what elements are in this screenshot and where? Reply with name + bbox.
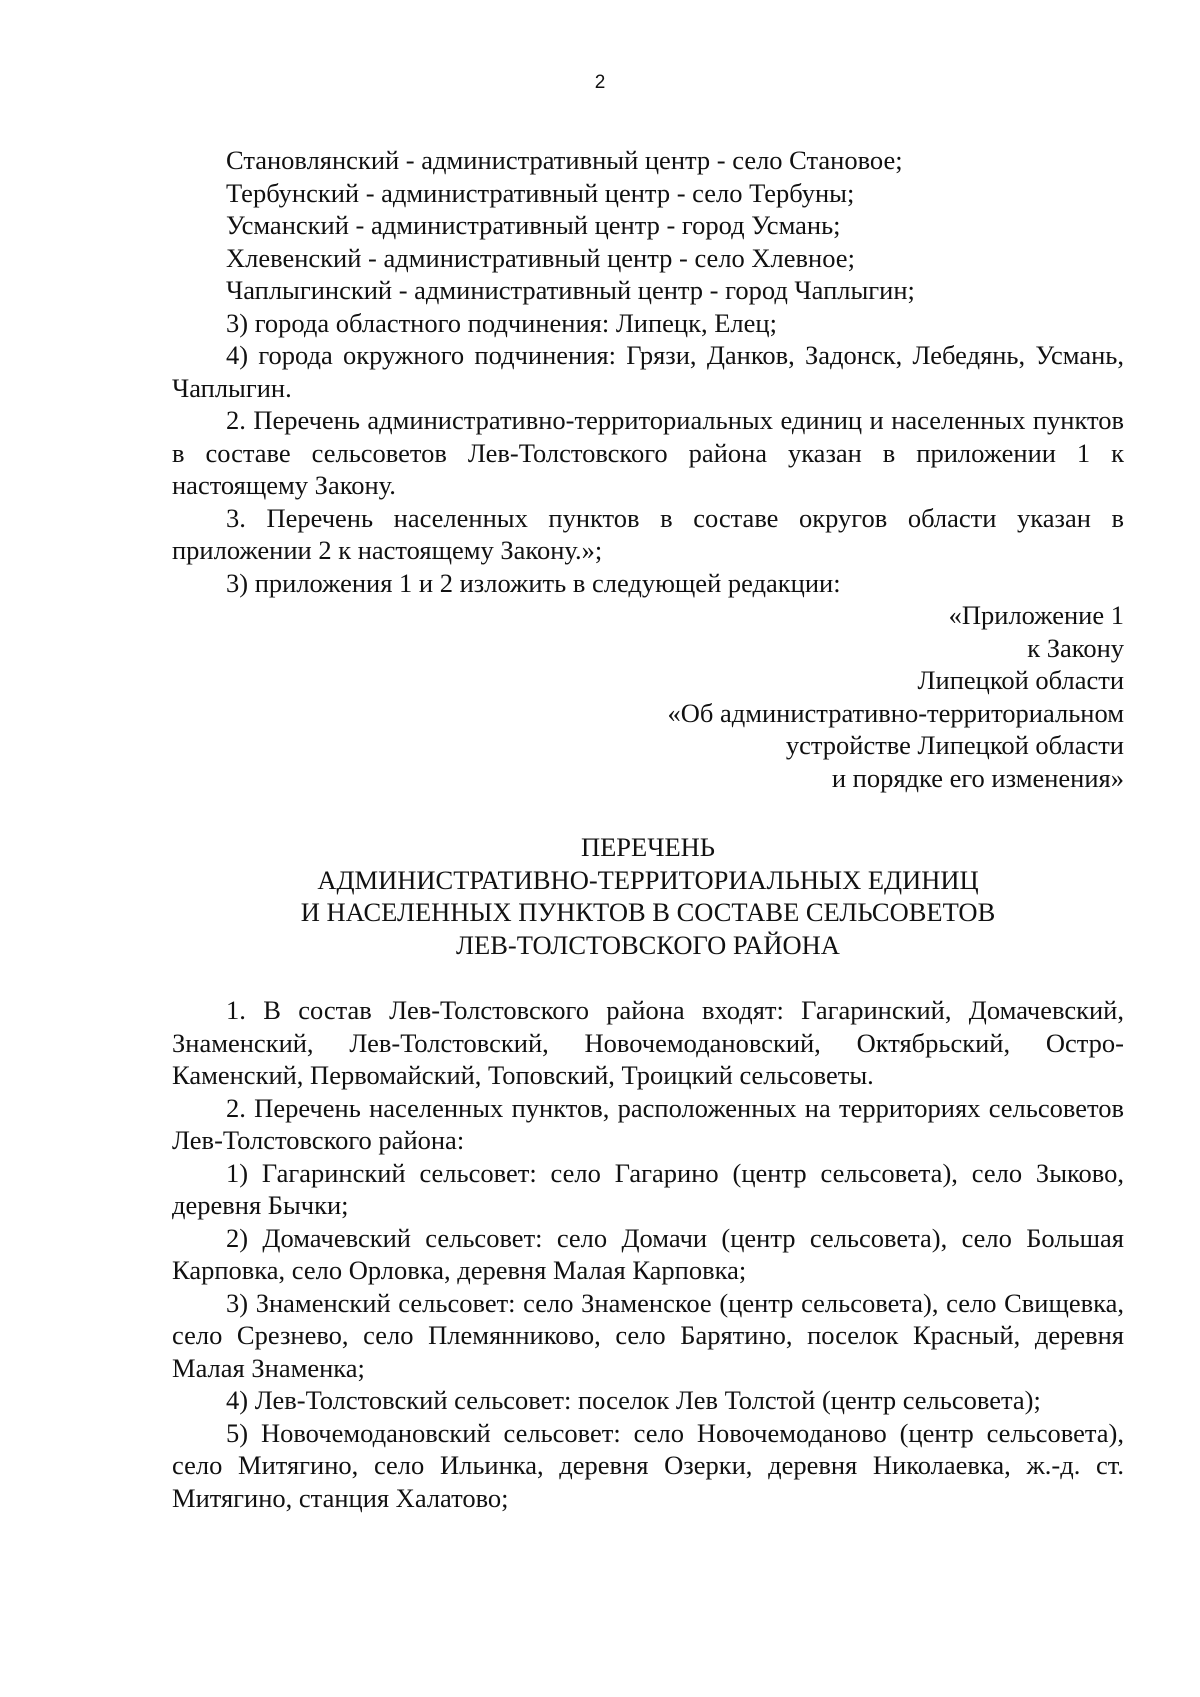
heading-line: И НАСЕЛЕННЫХ ПУНКТОВ В СОСТАВЕ СЕЛЬСОВЕТОВ	[300, 897, 996, 927]
intro-line: Становлянский - административный центр - село Становое;	[226, 145, 903, 175]
heading-line: АДМИНИСТРАТИВНО-ТЕРРИТОРИАЛЬНЫХ ЕДИНИЦ	[317, 864, 979, 895]
appendix-line: Липецкой области	[917, 665, 1124, 695]
paragraph: 3) приложения 1 и 2 изложить в следующей редакции:	[226, 567, 841, 598]
appendix-reference	[172, 599, 1124, 794]
appendix-line: и порядке его изменения»	[831, 762, 1124, 793]
heading-line: ПЕРЕЧЕНЬ	[580, 832, 715, 862]
section-heading	[172, 831, 1124, 961]
appendix-line: к Закону	[1027, 632, 1124, 663]
paragraph: 3. Перечень населенных пунктов в составе округов области указан в приложении 2 к настоящему Закону.»;	[172, 502, 1124, 565]
appendix-line: «Об административно-территориальном	[667, 697, 1124, 728]
intro-line: Чаплыгинский - административный центр - город Чаплыгин;	[226, 275, 915, 305]
intro-line: Усманский - административный центр - город Усмань;	[226, 210, 841, 240]
paragraph: 4) города окружного подчинения: Грязи, Данков, Задонск, Лебедянь, Усмань, Чаплыгин.	[172, 340, 1124, 403]
paragraph: 5) Новочемодановский сельсовет: село Новочемоданово (центр сельсовета), село Митягино, село Ильинка, деревня Озерки, деревня Николаевка, ж.-д. ст. Митягино, станция Халатово;	[172, 1417, 1124, 1513]
document-body	[172, 144, 1124, 1514]
intro-line: 3) города областного подчинения: Липецк, Елец;	[226, 307, 777, 338]
paragraph: 1) Гагаринский сельсовет: село Гагарино (центр сельсовета), село Зыково, деревня Бычки;	[172, 1157, 1124, 1220]
paragraph: 2. Перечень населенных пунктов, расположенных на территориях сельсоветов Лев-Толстовского района:	[172, 1092, 1124, 1155]
paragraph: 4) Лев-Толстовский сельсовет: поселок Лев Толстой (центр сельсовета);	[226, 1385, 1041, 1415]
paragraph: 1. В состав Лев-Толстовского района входят: Гагаринский, Домачевский, Знаменский, Лев-Толстовский, Новочемодановский, Октябрьский, Остро-Каменский, Первомайский, Топовский, Троицкий сельсоветы.	[172, 995, 1124, 1090]
paragraph: 3) Знаменский сельсовет: село Знаменское (центр сельсовета), село Свищевка, село Срезнево, село Племянниково, село Барятино, поселок Красный, деревня Малая Знаменка;	[172, 1287, 1124, 1383]
heading-line: ЛЕВ-ТОЛСТОВСКОГО РАЙОНА	[456, 929, 840, 960]
intro-line: Тербунский - административный центр - село Тербуны;	[226, 177, 855, 208]
paragraph: 2) Домачевский сельсовет: село Домачи (центр сельсовета), село Большая Карповка, село Орловка, деревня Малая Карповка;	[172, 1222, 1124, 1285]
paragraph: 2. Перечень административно-территориальных единиц и населенных пунктов в составе сельсоветов Лев-Толстовского района указан в приложении 1 к настоящему Закону.	[172, 405, 1124, 500]
appendix-line: устройстве Липецкой области	[785, 730, 1124, 760]
intro-line: Хлевенский - административный центр - село Хлевное;	[226, 242, 855, 273]
appendix-line: «Приложение 1	[948, 600, 1124, 630]
page-number: 2	[594, 72, 606, 93]
